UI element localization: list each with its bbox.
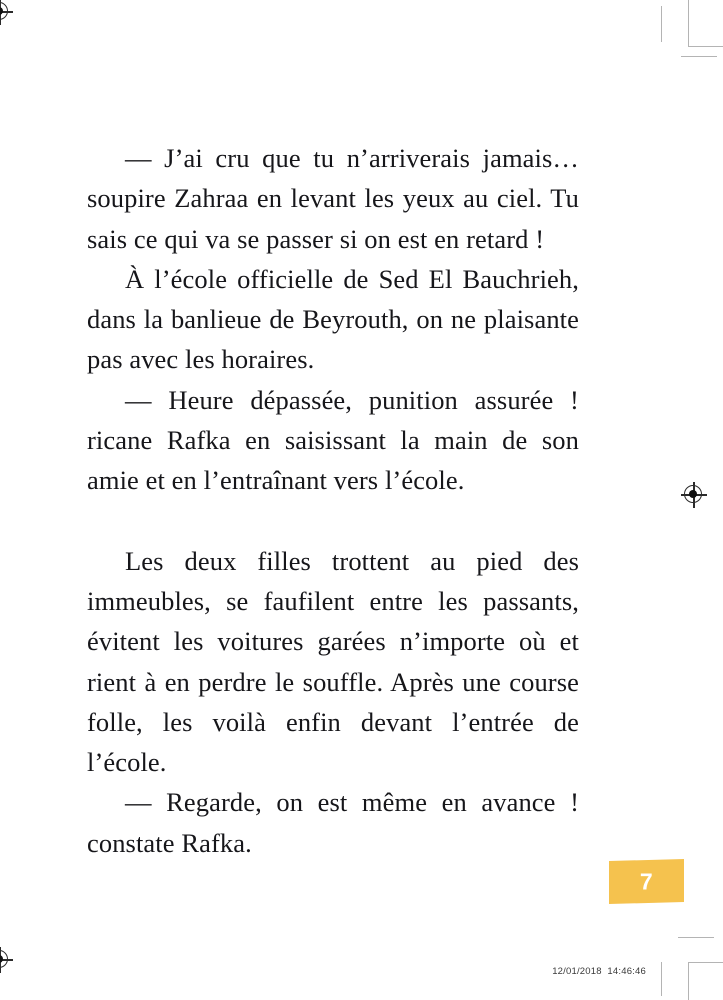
crop-mark-bottom-right-corner-horizontal bbox=[688, 962, 723, 963]
paragraph-1: — J’ai cru que tu n’arriverais jamais… soupire Zahraa en levant les yeux au ciel. Tu sais ce qui va se passer si on est en retard ! bbox=[87, 143, 579, 254]
paragraph-break-spacer bbox=[87, 501, 579, 541]
registration-crosshair-horizontal bbox=[0, 11, 13, 12]
registration-ring bbox=[0, 2, 8, 20]
registration-crosshair-vertical bbox=[0, 0, 1, 25]
page-number-label: 7 bbox=[639, 868, 654, 894]
paragraph-2: À l’école officielle de Sed El Bauchrieh, dans la banlieue de Beyrouth, on ne plaisante pas avec les horaires. bbox=[87, 263, 579, 375]
paragraph-3: — Heure dépassée, punition assurée ! ricane Rafka en saisissant la main de son amie et en l’entraînant vers l’école. bbox=[87, 384, 579, 496]
crop-mark-top-right-vertical-tick bbox=[661, 6, 662, 42]
paragraph-5: — Regarde, on est même en avance ! constate Rafka. bbox=[87, 787, 579, 858]
registration-mark-top-left bbox=[0, 0, 13, 25]
registration-dot bbox=[689, 490, 697, 498]
registration-dot bbox=[0, 7, 3, 15]
crop-mark-top-right-corner-horizontal bbox=[688, 46, 723, 47]
crop-mark-bottom-right-corner-vertical bbox=[688, 962, 689, 1000]
registration-crosshair-vertical bbox=[0, 947, 1, 973]
crop-mark-bottom-right-vertical-tick bbox=[661, 962, 662, 996]
proof-timestamp: 12/01/2018 14:46:46 bbox=[552, 966, 646, 977]
registration-crosshair-horizontal bbox=[0, 959, 13, 960]
paragraph-4: Les deux filles trottent au pied des immeubles, se faufilent entre les passants, évitent les voitures garées n’importe où et rient à en perdre le souffle. Après une course folle, les voilà enfin devant l’entrée de l’école. bbox=[87, 545, 579, 778]
crop-mark-bottom-right-horizontal-tick bbox=[678, 937, 714, 938]
registration-mark-middle-right bbox=[681, 482, 707, 508]
crop-mark-top-right-corner-vertical bbox=[688, 0, 689, 46]
registration-crosshair-horizontal bbox=[681, 494, 707, 495]
registration-mark-bottom-left bbox=[0, 947, 13, 973]
crop-mark-top-right-horizontal-tick bbox=[681, 56, 717, 57]
registration-ring bbox=[684, 485, 702, 503]
registration-crosshair-vertical bbox=[693, 482, 694, 508]
body-text-column bbox=[87, 138, 579, 863]
page-number-badge bbox=[609, 859, 684, 904]
registration-dot bbox=[0, 955, 3, 963]
registration-ring bbox=[0, 950, 8, 968]
